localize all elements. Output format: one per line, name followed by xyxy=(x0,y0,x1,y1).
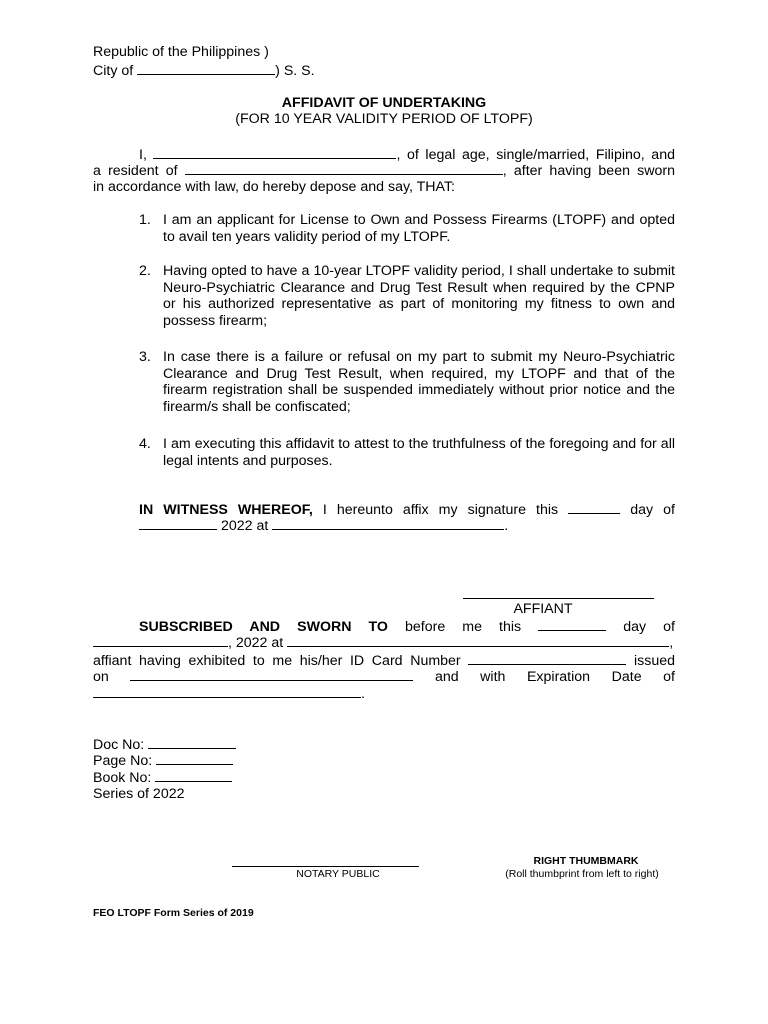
item-number: 2. xyxy=(139,263,151,279)
witness-day-of: day of xyxy=(630,502,675,518)
witness-line-2 xyxy=(139,517,508,535)
signature-place-blank[interactable] xyxy=(272,517,504,530)
city-suffix: ) S. S. xyxy=(275,63,315,79)
witness-bold: IN WITNESS WHEREOF, xyxy=(139,502,313,518)
subscribed-year-at: , 2022 at xyxy=(228,635,284,651)
id-card-number-blank[interactable] xyxy=(468,652,626,665)
doc-no-label: Doc No: xyxy=(93,737,145,753)
witness-line-1 xyxy=(139,501,675,519)
subscribed-on: on xyxy=(93,669,109,685)
subscribed-line-4 xyxy=(93,668,675,686)
item-text: I am executing this affidavit to attest to the truthfulness of the foregoing and for all legal intents and purposes. xyxy=(163,436,675,469)
doc-no-blank[interactable] xyxy=(148,736,236,749)
intro-i: I, xyxy=(139,147,147,163)
sworn-day-blank[interactable] xyxy=(538,618,606,631)
list-item-2 xyxy=(139,263,675,329)
form-footer: FEO LTOPF Form Series of 2019 xyxy=(93,907,254,919)
document-title: AFFIDAVIT OF UNDERTAKING xyxy=(281,95,487,111)
intro-line-3: in accordance with law, do hereby depose and say, THAT: xyxy=(93,179,455,195)
doc-no-line xyxy=(93,736,236,754)
thumbmark-instruction: (Roll thumbprint from left to right) xyxy=(505,868,659,880)
subscribed-bold: SUBSCRIBED AND SWORN TO xyxy=(139,619,388,635)
page-no-label: Page No: xyxy=(93,753,153,769)
notary-signature-line[interactable] xyxy=(232,866,419,867)
item-text: In case there is a failure or refusal on my part to submit my Neuro-Psychiatric Clearance and Drug Test Result, when required, my LTOPF and that of the firearm registration shall be suspended immediately without prior notice and the firearm/s shall be confiscated; xyxy=(163,349,675,415)
header-city-line xyxy=(93,62,315,80)
expiration-date-blank[interactable] xyxy=(93,685,361,698)
item-number: 4. xyxy=(139,436,151,452)
intro-legal-age: , of legal age, single/married, Filipino, and xyxy=(396,147,675,163)
intro-line-2 xyxy=(93,162,675,180)
list-item-3 xyxy=(139,349,675,415)
name-blank[interactable] xyxy=(153,146,396,159)
item-number: 1. xyxy=(139,212,151,228)
witness-text: I hereunto affix my signature this xyxy=(322,502,559,518)
page-no-blank[interactable] xyxy=(156,752,233,765)
subscribed-line-3 xyxy=(93,652,675,670)
intro-after-sworn: , after having been sworn xyxy=(502,163,675,179)
series-line: Series of 2022 xyxy=(93,786,185,802)
document-subtitle: (FOR 10 YEAR VALIDITY PERIOD OF LTOPF) xyxy=(235,111,533,127)
book-no-label: Book No: xyxy=(93,770,152,786)
affiant-label: AFFIANT xyxy=(513,601,573,617)
sworn-place-blank[interactable] xyxy=(287,634,669,647)
issued-on-blank[interactable] xyxy=(130,668,413,681)
residence-blank[interactable] xyxy=(185,162,503,175)
notary-public-label: NOTARY PUBLIC xyxy=(296,868,380,880)
subscribed-line-2 xyxy=(93,634,673,652)
signature-month-blank[interactable] xyxy=(139,517,217,530)
thumbmark-title: RIGHT THUMBMARK xyxy=(533,855,639,867)
intro-line-1 xyxy=(139,146,675,164)
subscribed-day-of: day of xyxy=(623,619,675,635)
subscribed-period: . xyxy=(361,686,365,702)
book-no-line xyxy=(93,769,232,787)
page-no-line xyxy=(93,752,233,770)
item-text: Having opted to have a 10-year LTOPF validity period, I shall undertake to submit Neuro-Psychiatric Clearance and Drug Test Result when required by the CPNP or his authorized representative as part of monitoring my fitness to own and possess firearm; xyxy=(163,263,675,329)
subscribed-line-1 xyxy=(139,618,675,636)
item-text: I am an applicant for License to Own and Possess Firearms (LTOPF) and opted to avail ten years validity period of my LTOPF. xyxy=(163,212,675,245)
subscribed-comma: , xyxy=(669,635,674,651)
list-item-4 xyxy=(139,436,675,469)
city-label: City of xyxy=(93,63,134,79)
subscribed-line-5 xyxy=(93,685,365,703)
signature-day-blank[interactable] xyxy=(568,501,620,514)
subscribed-and-with: and with Expiration Date of xyxy=(434,669,675,685)
subscribed-before: before me this xyxy=(405,619,522,635)
intro-resident: a resident of xyxy=(93,163,178,179)
subscribed-exhibited: affiant having exhibited to me his/her ID Card Number xyxy=(93,653,461,669)
witness-period: . xyxy=(504,518,509,534)
sworn-month-blank[interactable] xyxy=(93,634,228,647)
book-no-blank[interactable] xyxy=(155,769,232,782)
header-republic: Republic of the Philippines ) xyxy=(93,44,269,60)
list-item-1 xyxy=(139,212,675,245)
city-blank[interactable] xyxy=(137,62,275,75)
subscribed-issued: issued xyxy=(633,653,675,669)
item-number: 3. xyxy=(139,349,151,365)
witness-year-at: 2022 at xyxy=(220,518,269,534)
affiant-signature-line[interactable] xyxy=(463,598,654,599)
